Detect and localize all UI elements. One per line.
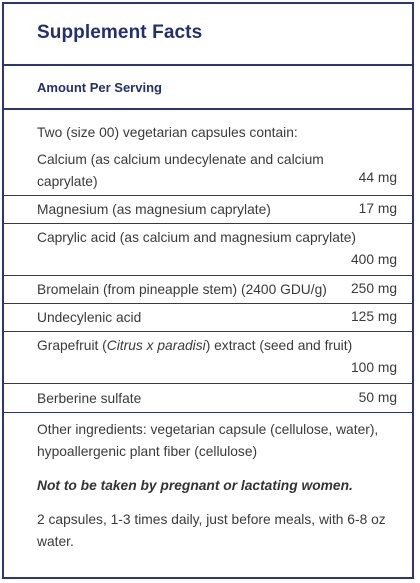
ingredient-row-caprylic-acid — [4, 224, 412, 276]
ingredient-label: Caprylic acid (as calcium and magnesium caprylate) — [37, 230, 356, 245]
ingredient-row-berberine — [4, 384, 412, 413]
ingredient-row-grapefruit — [4, 332, 412, 384]
ingredient-label: Magnesium (as magnesium caprylate) — [37, 202, 271, 217]
other-ingredients — [4, 413, 412, 463]
ingredient-label: Grapefruit (Citrus x paradisi) extract (seed and fruit) — [37, 338, 353, 353]
serving-note — [4, 110, 412, 144]
ingredient-amount: 400 mg — [350, 252, 397, 267]
supplement-facts-panel — [2, 2, 414, 579]
ingredient-label: Bromelain (from pineapple stem) (2400 GDU/g) — [37, 282, 327, 297]
amount-per-serving-heading: Amount Per Serving — [37, 80, 162, 95]
amount-per-serving-section — [4, 66, 412, 110]
ingredient-row-undecylenic-acid — [4, 304, 412, 332]
ingredient-row-magnesium — [4, 196, 412, 224]
ingredient-amount: 17 mg — [358, 201, 397, 216]
ingredient-row-bromelain — [4, 276, 412, 304]
other-ingredients-text: Other ingredients: vegetarian capsule (cellulose, water), hypoallergenic plant fiber (cellulose) — [37, 422, 379, 459]
ingredient-amount: 100 mg — [350, 360, 397, 375]
ingredient-row-calcium — [4, 144, 412, 196]
ingredient-amount: 44 mg — [358, 170, 397, 185]
warning — [4, 463, 412, 497]
ingredient-amount: 250 mg — [350, 281, 397, 296]
panel-title: Supplement Facts — [37, 22, 203, 43]
ingredient-label: Calcium (as calcium undecylenate and calcium caprylate) — [37, 152, 324, 189]
ingredient-amount: 50 mg — [358, 390, 397, 405]
ingredient-amount: 125 mg — [350, 309, 397, 324]
serving-note-text: Two (size 00) vegetarian capsules contain: — [37, 125, 298, 140]
directions-text: 2 capsules, 1-3 times daily, just before meals, with 6-8 oz water. — [37, 512, 386, 549]
warning-text: Not to be taken by pregnant or lactating women. — [37, 478, 353, 493]
ingredient-label: Undecylenic acid — [37, 310, 142, 325]
title-section — [4, 4, 412, 66]
ingredient-label: Berberine sulfate — [37, 391, 142, 406]
directions — [4, 497, 412, 553]
